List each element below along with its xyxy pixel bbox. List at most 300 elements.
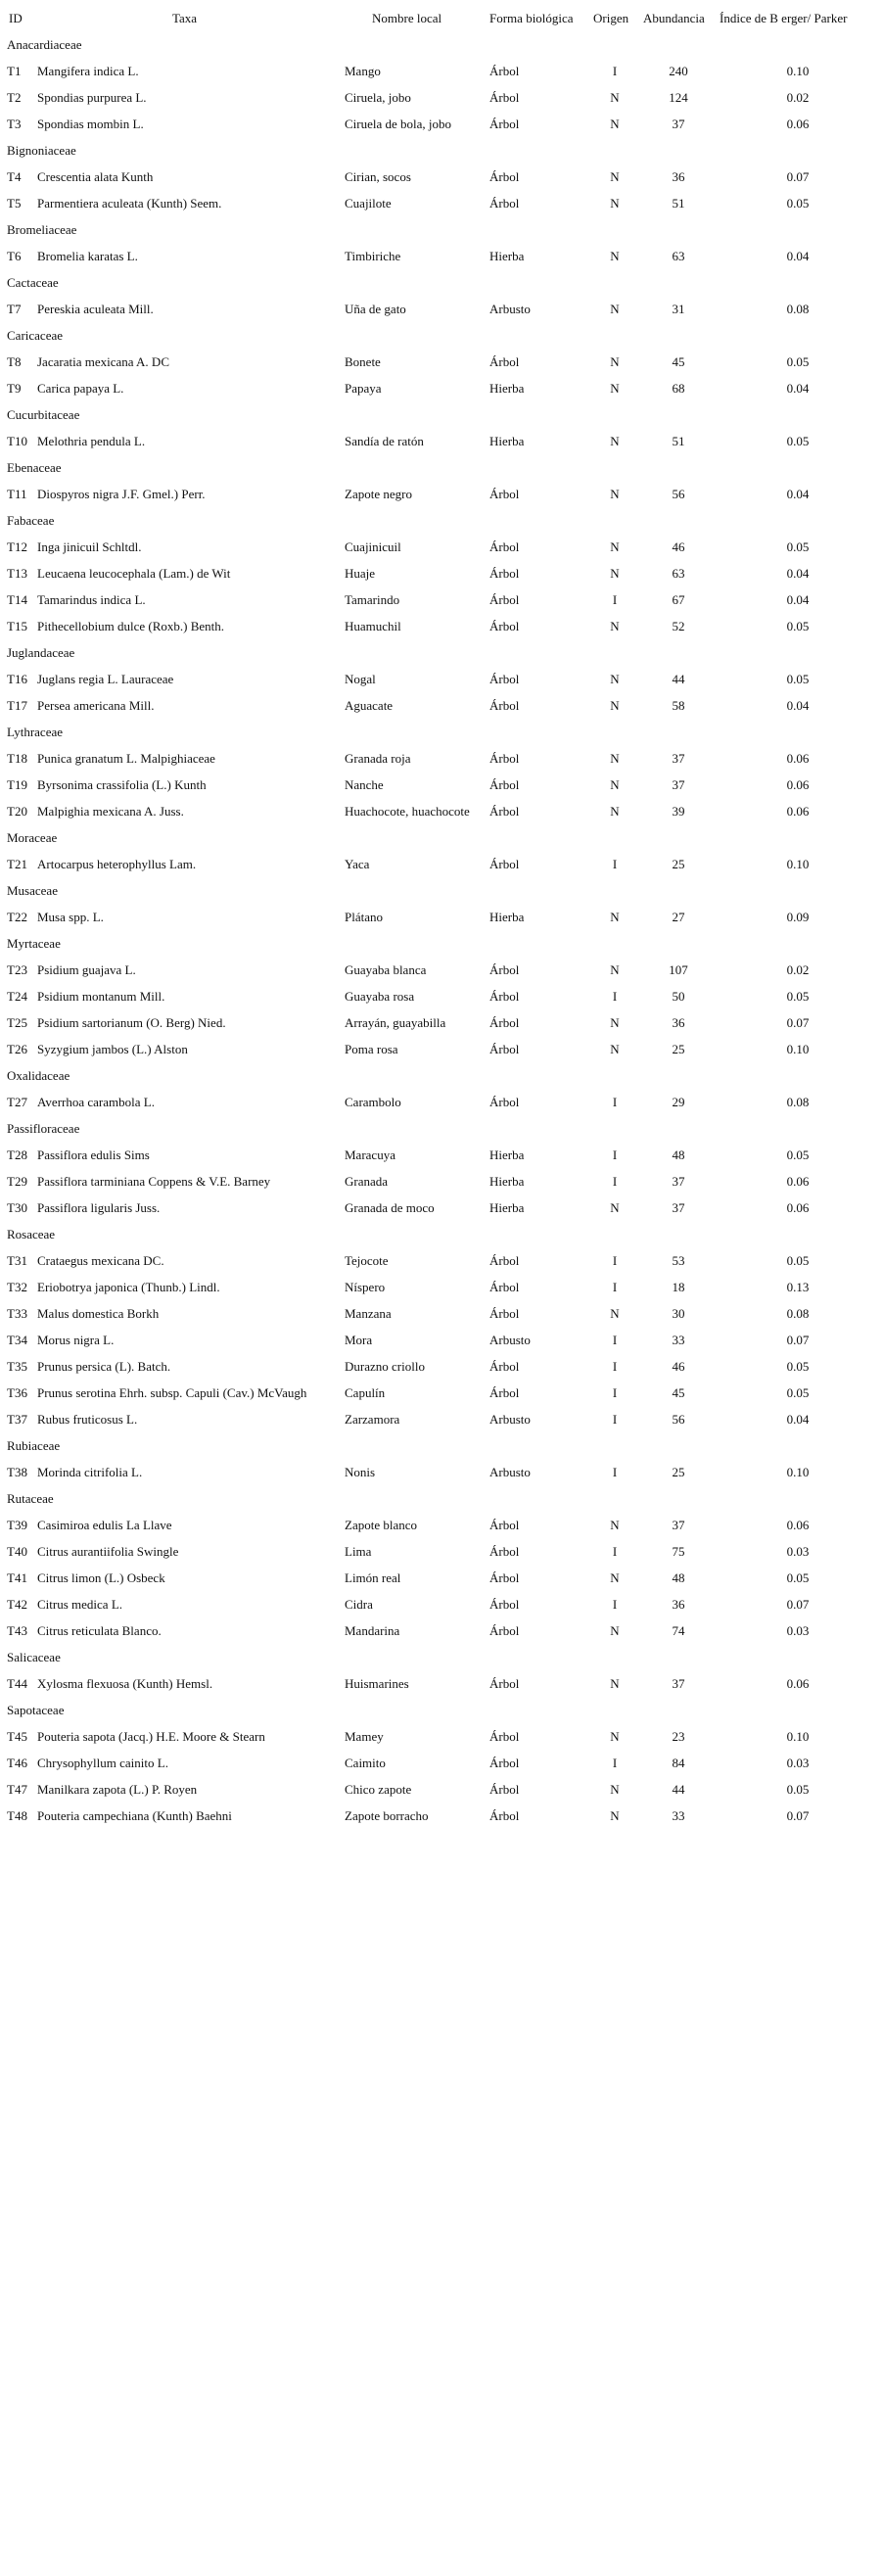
- cell-taxa: Mangifera indica L.: [37, 64, 139, 78]
- family-name: Caricaceae: [7, 328, 64, 343]
- cell-index: 0.08: [786, 1095, 810, 1109]
- cell-local-name: Lima: [345, 1544, 372, 1559]
- cell-abundance: 124: [669, 90, 688, 105]
- cell-index: 0.05: [786, 1385, 810, 1400]
- family-row: [0, 1224, 883, 1250]
- family-row: [0, 140, 883, 166]
- table-row: [0, 246, 883, 272]
- cell-taxa: Prunus serotina Ehrh. subsp. Capuli (Cav.) McVaugh: [37, 1385, 307, 1400]
- cell-origin: I: [612, 592, 618, 607]
- family-name: Moraceae: [7, 830, 58, 845]
- cell-abundance: 27: [672, 910, 685, 924]
- cell-taxa: Melothria pendula L.: [37, 434, 146, 448]
- cell-id: T20: [7, 804, 27, 819]
- cell-id: T23: [7, 962, 27, 977]
- cell-abundance: 44: [672, 672, 685, 686]
- family-name: Cactaceae: [7, 275, 59, 290]
- table-row: [0, 774, 883, 801]
- table-row: [0, 1779, 883, 1805]
- cell-id: T36: [7, 1385, 27, 1400]
- family-row: [0, 933, 883, 960]
- cell-index: 0.10: [786, 64, 810, 78]
- family-name: Rutaceae: [7, 1491, 54, 1506]
- cell-taxa: Spondias purpurea L.: [37, 90, 147, 105]
- cell-life-form: Árbol: [489, 354, 520, 369]
- cell-id: T13: [7, 566, 27, 581]
- header-life-form: Forma biológica: [489, 11, 574, 25]
- cell-index: 0.09: [786, 910, 810, 924]
- cell-origin: N: [610, 381, 620, 396]
- cell-local-name: Granada de moco: [345, 1200, 435, 1215]
- table-row: [0, 960, 883, 986]
- table-row: [0, 351, 883, 378]
- cell-abundance: 67: [672, 592, 685, 607]
- cell-index: 0.10: [786, 857, 810, 871]
- cell-abundance: 25: [672, 1042, 685, 1056]
- cell-index: 0.08: [786, 302, 810, 316]
- table-row: [0, 1753, 883, 1779]
- cell-id: T46: [7, 1756, 27, 1770]
- cell-abundance: 25: [672, 1465, 685, 1479]
- family-name: Juglandaceae: [7, 645, 75, 660]
- cell-abundance: 48: [672, 1570, 685, 1585]
- cell-life-form: Árbol: [489, 1518, 520, 1532]
- cell-taxa: Passiflora tarminiana Coppens & V.E. Barney: [37, 1174, 271, 1189]
- table-row: [0, 484, 883, 510]
- table-header: [0, 8, 883, 34]
- cell-origin: I: [612, 1359, 618, 1374]
- header-origin: Origen: [593, 11, 629, 25]
- cell-index: 0.04: [786, 381, 810, 396]
- cell-origin: N: [610, 619, 620, 633]
- family-name: Bignoniaceae: [7, 143, 76, 158]
- family-row: [0, 404, 883, 431]
- cell-local-name: Nogal: [345, 672, 376, 686]
- cell-taxa: Casimiroa edulis La Llave: [37, 1518, 172, 1532]
- family-row: [0, 1488, 883, 1515]
- cell-id: T17: [7, 698, 27, 713]
- table-row: [0, 1673, 883, 1700]
- cell-index: 0.05: [786, 1359, 810, 1374]
- cell-origin: I: [612, 1333, 618, 1347]
- cell-life-form: Árbol: [489, 1280, 520, 1294]
- cell-abundance: 75: [672, 1544, 685, 1559]
- cell-abundance: 37: [672, 777, 685, 792]
- table-row: [0, 1541, 883, 1568]
- cell-taxa: Syzygium jambos (L.) Alston: [37, 1042, 188, 1056]
- cell-origin: N: [610, 1729, 620, 1744]
- table-row: [0, 87, 883, 114]
- table-row: [0, 1197, 883, 1224]
- cell-life-form: Árbol: [489, 962, 520, 977]
- cell-origin: I: [612, 1385, 618, 1400]
- family-row: [0, 642, 883, 669]
- table-row: [0, 1805, 883, 1832]
- cell-index: 0.05: [786, 1570, 810, 1585]
- cell-local-name: Sandía de ratón: [345, 434, 424, 448]
- cell-index: 0.05: [786, 539, 810, 554]
- cell-abundance: 37: [672, 1200, 685, 1215]
- cell-abundance: 37: [672, 117, 685, 131]
- cell-local-name: Níspero: [345, 1280, 386, 1294]
- cell-origin: I: [612, 1174, 618, 1189]
- cell-life-form: Árbol: [489, 566, 520, 581]
- cell-origin: I: [612, 64, 618, 78]
- cell-abundance: 45: [672, 1385, 685, 1400]
- cell-local-name: Guayaba rosa: [345, 989, 415, 1004]
- cell-life-form: Árbol: [489, 619, 520, 633]
- cell-local-name: Granada: [345, 1174, 389, 1189]
- cell-life-form: Árbol: [489, 1782, 520, 1797]
- cell-id: T11: [7, 487, 27, 501]
- cell-id: T26: [7, 1042, 27, 1056]
- cell-id: T48: [7, 1808, 27, 1823]
- cell-index: 0.04: [786, 249, 810, 263]
- cell-local-name: Zapote borracho: [345, 1808, 429, 1823]
- cell-life-form: Árbol: [489, 1015, 520, 1030]
- cell-life-form: Árbol: [489, 1623, 520, 1638]
- cell-origin: I: [612, 1253, 618, 1268]
- cell-local-name: Cuajinicuil: [345, 539, 401, 554]
- cell-origin: N: [610, 1782, 620, 1797]
- cell-id: T35: [7, 1359, 27, 1374]
- cell-index: 0.02: [786, 962, 810, 977]
- cell-index: 0.06: [786, 1676, 810, 1691]
- cell-index: 0.10: [786, 1465, 810, 1479]
- table-row: [0, 1012, 883, 1039]
- cell-local-name: Tamarindo: [345, 592, 400, 607]
- cell-taxa: Juglans regia L. Lauraceae: [37, 672, 174, 686]
- cell-origin: N: [610, 169, 620, 184]
- cell-taxa: Chrysophyllum cainito L.: [37, 1756, 168, 1770]
- family-row: [0, 510, 883, 537]
- cell-taxa: Pithecellobium dulce (Roxb.) Benth.: [37, 619, 224, 633]
- cell-life-form: Arbusto: [489, 1465, 531, 1479]
- cell-index: 0.05: [786, 1147, 810, 1162]
- cell-index: 0.10: [786, 1042, 810, 1056]
- cell-life-form: Árbol: [489, 777, 520, 792]
- cell-taxa: Pouteria campechiana (Kunth) Baehni: [37, 1808, 232, 1823]
- cell-origin: N: [610, 1808, 620, 1823]
- cell-id: T8: [7, 354, 22, 369]
- family-row: [0, 1435, 883, 1462]
- cell-origin: I: [612, 1544, 618, 1559]
- family-name: Salicaceae: [7, 1650, 61, 1664]
- cell-index: 0.07: [786, 1333, 810, 1347]
- cell-abundance: 37: [672, 1174, 685, 1189]
- cell-life-form: Árbol: [489, 1729, 520, 1744]
- cell-life-form: Árbol: [489, 1359, 520, 1374]
- cell-id: T40: [7, 1544, 27, 1559]
- cell-id: T28: [7, 1147, 27, 1162]
- cell-abundance: 46: [672, 1359, 685, 1374]
- family-name: Cucurbitaceae: [7, 407, 80, 422]
- family-name: Bromeliaceae: [7, 222, 77, 237]
- cell-index: 0.06: [786, 751, 810, 766]
- cell-id: T10: [7, 434, 27, 448]
- table-row: [0, 114, 883, 140]
- cell-id: T22: [7, 910, 27, 924]
- cell-index: 0.08: [786, 1306, 810, 1321]
- cell-taxa: Persea americana Mill.: [37, 698, 155, 713]
- cell-id: T7: [7, 302, 22, 316]
- cell-origin: I: [612, 1095, 618, 1109]
- table-row: [0, 299, 883, 325]
- cell-taxa: Citrus medica L.: [37, 1597, 123, 1612]
- cell-id: T3: [7, 117, 22, 131]
- table-row: [0, 1462, 883, 1488]
- cell-life-form: Hierba: [489, 1174, 525, 1189]
- cell-origin: N: [610, 962, 620, 977]
- cell-local-name: Huismarines: [345, 1676, 409, 1691]
- cell-local-name: Huachocote, huachocote: [345, 804, 470, 819]
- table-row: [0, 378, 883, 404]
- cell-abundance: 18: [672, 1280, 685, 1294]
- cell-id: T37: [7, 1412, 27, 1427]
- table-row: [0, 1303, 883, 1330]
- cell-local-name: Manzana: [345, 1306, 392, 1321]
- cell-local-name: Cuajilote: [345, 196, 392, 211]
- cell-origin: N: [610, 804, 620, 819]
- cell-index: 0.03: [786, 1756, 810, 1770]
- cell-origin: N: [610, 1518, 620, 1532]
- cell-origin: N: [610, 566, 620, 581]
- cell-life-form: Hierba: [489, 1147, 525, 1162]
- cell-id: T47: [7, 1782, 27, 1797]
- cell-id: T39: [7, 1518, 27, 1532]
- cell-origin: N: [610, 910, 620, 924]
- cell-abundance: 240: [669, 64, 688, 78]
- cell-life-form: Hierba: [489, 381, 525, 396]
- cell-local-name: Granada roja: [345, 751, 411, 766]
- cell-taxa: Prunus persica (L). Batch.: [37, 1359, 171, 1374]
- family-name: Sapotaceae: [7, 1703, 65, 1717]
- family-row: [0, 1065, 883, 1092]
- cell-id: T21: [7, 857, 27, 871]
- cell-life-form: Hierba: [489, 910, 525, 924]
- cell-local-name: Huaje: [345, 566, 376, 581]
- cell-local-name: Tejocote: [345, 1253, 389, 1268]
- cell-abundance: 51: [672, 196, 685, 211]
- cell-local-name: Ciruela de bola, jobo: [345, 117, 452, 131]
- table-row: [0, 1356, 883, 1382]
- cell-taxa: Citrus limon (L.) Osbeck: [37, 1570, 165, 1585]
- family-row: [0, 827, 883, 854]
- cell-life-form: Árbol: [489, 592, 520, 607]
- table-row: [0, 1039, 883, 1065]
- cell-origin: N: [610, 751, 620, 766]
- family-name: Myrtaceae: [7, 936, 61, 951]
- table-row: [0, 431, 883, 457]
- cell-life-form: Hierba: [489, 249, 525, 263]
- cell-local-name: Limón real: [345, 1570, 401, 1585]
- cell-local-name: Mora: [345, 1333, 373, 1347]
- table-row: [0, 748, 883, 774]
- cell-life-form: Árbol: [489, 169, 520, 184]
- cell-taxa: Inga jinicuil Schltdl.: [37, 539, 142, 554]
- cell-abundance: 63: [672, 249, 685, 263]
- cell-origin: N: [610, 672, 620, 686]
- cell-local-name: Uña de gato: [345, 302, 406, 316]
- cell-local-name: Huamuchil: [345, 619, 401, 633]
- cell-local-name: Papaya: [345, 381, 382, 396]
- cell-taxa: Byrsonima crassifolia (L.) Kunth: [37, 777, 207, 792]
- cell-life-form: Árbol: [489, 989, 520, 1004]
- family-name: Oxalidaceae: [7, 1068, 70, 1083]
- cell-life-form: Árbol: [489, 804, 520, 819]
- cell-origin: N: [610, 698, 620, 713]
- cell-origin: I: [612, 1756, 618, 1770]
- table-row: [0, 1092, 883, 1118]
- cell-local-name: Cidra: [345, 1597, 373, 1612]
- cell-id: T42: [7, 1597, 27, 1612]
- cell-life-form: Árbol: [489, 751, 520, 766]
- table-row: [0, 1568, 883, 1594]
- table-row: [0, 986, 883, 1012]
- cell-origin: N: [610, 777, 620, 792]
- cell-origin: I: [612, 989, 618, 1004]
- cell-index: 0.06: [786, 1518, 810, 1532]
- cell-taxa: Averrhoa carambola L.: [37, 1095, 155, 1109]
- cell-origin: N: [610, 1676, 620, 1691]
- cell-origin: N: [610, 1015, 620, 1030]
- cell-abundance: 25: [672, 857, 685, 871]
- table-row: [0, 193, 883, 219]
- cell-origin: I: [612, 1597, 618, 1612]
- cell-taxa: Musa spp. L.: [37, 910, 104, 924]
- cell-abundance: 37: [672, 751, 685, 766]
- table-row: [0, 1250, 883, 1277]
- cell-id: T44: [7, 1676, 27, 1691]
- cell-index: 0.06: [786, 777, 810, 792]
- family-name: Lythraceae: [7, 725, 64, 739]
- cell-local-name: Chico zapote: [345, 1782, 412, 1797]
- cell-taxa: Psidium montanum Mill.: [37, 989, 165, 1004]
- cell-index: 0.05: [786, 1253, 810, 1268]
- cell-index: 0.03: [786, 1623, 810, 1638]
- table-row: [0, 1726, 883, 1753]
- cell-abundance: 30: [672, 1306, 685, 1321]
- cell-origin: N: [610, 302, 620, 316]
- cell-origin: N: [610, 196, 620, 211]
- cell-life-form: Árbol: [489, 487, 520, 501]
- cell-id: T15: [7, 619, 27, 633]
- cell-local-name: Arrayán, guayabilla: [345, 1015, 446, 1030]
- cell-life-form: Arbusto: [489, 1412, 531, 1427]
- cell-abundance: 48: [672, 1147, 685, 1162]
- cell-index: 0.13: [786, 1280, 810, 1294]
- table-row: [0, 1277, 883, 1303]
- cell-taxa: Crescentia alata Kunth: [37, 169, 154, 184]
- cell-id: T9: [7, 381, 22, 396]
- cell-id: T18: [7, 751, 27, 766]
- family-row: [0, 1118, 883, 1145]
- cell-abundance: 53: [672, 1253, 685, 1268]
- cell-abundance: 29: [672, 1095, 685, 1109]
- cell-origin: N: [610, 90, 620, 105]
- table-row: [0, 61, 883, 87]
- table-row: [0, 563, 883, 589]
- cell-taxa: Tamarindus indica L.: [37, 592, 146, 607]
- table-row: [0, 1382, 883, 1409]
- cell-taxa: Parmentiera aculeata (Kunth) Seem.: [37, 196, 222, 211]
- cell-life-form: Árbol: [489, 1306, 520, 1321]
- cell-life-form: Árbol: [489, 1808, 520, 1823]
- cell-id: T32: [7, 1280, 27, 1294]
- cell-abundance: 39: [672, 804, 685, 819]
- header-taxa: Taxa: [172, 11, 198, 25]
- cell-origin: N: [610, 487, 620, 501]
- cell-life-form: Árbol: [489, 196, 520, 211]
- cell-taxa: Psidium guajava L.: [37, 962, 136, 977]
- cell-abundance: 46: [672, 539, 685, 554]
- cell-index: 0.06: [786, 804, 810, 819]
- cell-taxa: Pouteria sapota (Jacq.) H.E. Moore & Stearn: [37, 1729, 265, 1744]
- table-row: [0, 1171, 883, 1197]
- cell-life-form: Árbol: [489, 1756, 520, 1770]
- cell-taxa: Leucaena leucocephala (Lam.) de Wit: [37, 566, 231, 581]
- family-name: Rubiaceae: [7, 1438, 61, 1453]
- cell-life-form: Árbol: [489, 1676, 520, 1691]
- cell-index: 0.07: [786, 1015, 810, 1030]
- cell-taxa: Artocarpus heterophyllus Lam.: [37, 857, 197, 871]
- cell-index: 0.05: [786, 989, 810, 1004]
- family-row: [0, 1700, 883, 1726]
- cell-index: 0.06: [786, 117, 810, 131]
- cell-taxa: Morinda citrifolia L.: [37, 1465, 143, 1479]
- table-row: [0, 166, 883, 193]
- cell-local-name: Durazno criollo: [345, 1359, 425, 1374]
- table-row: [0, 801, 883, 827]
- cell-index: 0.07: [786, 169, 810, 184]
- cell-local-name: Guayaba blanca: [345, 962, 427, 977]
- cell-taxa: Citrus aurantiifolia Swingle: [37, 1544, 179, 1559]
- cell-origin: I: [612, 857, 618, 871]
- cell-local-name: Mandarina: [345, 1623, 400, 1638]
- species-table: [0, 8, 883, 1832]
- cell-taxa: Diospyros nigra J.F. Gmel.) Perr.: [37, 487, 206, 501]
- family-row: [0, 1647, 883, 1673]
- cell-taxa: Bromelia karatas L.: [37, 249, 138, 263]
- cell-origin: I: [612, 1412, 618, 1427]
- family-row: [0, 219, 883, 246]
- cell-abundance: 31: [672, 302, 685, 316]
- cell-abundance: 56: [672, 1412, 685, 1427]
- cell-life-form: Árbol: [489, 1570, 520, 1585]
- cell-index: 0.06: [786, 1174, 810, 1189]
- cell-id: T45: [7, 1729, 27, 1744]
- table-body: [0, 34, 883, 1832]
- cell-local-name: Zapote blanco: [345, 1518, 417, 1532]
- cell-abundance: 45: [672, 354, 685, 369]
- table-row: [0, 1620, 883, 1647]
- cell-local-name: Aguacate: [345, 698, 394, 713]
- cell-abundance: 56: [672, 487, 685, 501]
- family-name: Ebenaceae: [7, 460, 62, 475]
- cell-index: 0.04: [786, 487, 810, 501]
- header-local-name: Nombre local: [372, 11, 442, 25]
- cell-id: T38: [7, 1465, 27, 1479]
- cell-origin: I: [612, 1280, 618, 1294]
- cell-id: T34: [7, 1333, 27, 1347]
- cell-index: 0.04: [786, 698, 810, 713]
- cell-abundance: 33: [672, 1333, 685, 1347]
- cell-taxa: Malpighia mexicana A. Juss.: [37, 804, 184, 819]
- cell-local-name: Maracuya: [345, 1147, 395, 1162]
- cell-taxa: Rubus fruticosus L.: [37, 1412, 138, 1427]
- cell-local-name: Poma rosa: [345, 1042, 398, 1056]
- cell-taxa: Jacaratia mexicana A. DC: [37, 354, 169, 369]
